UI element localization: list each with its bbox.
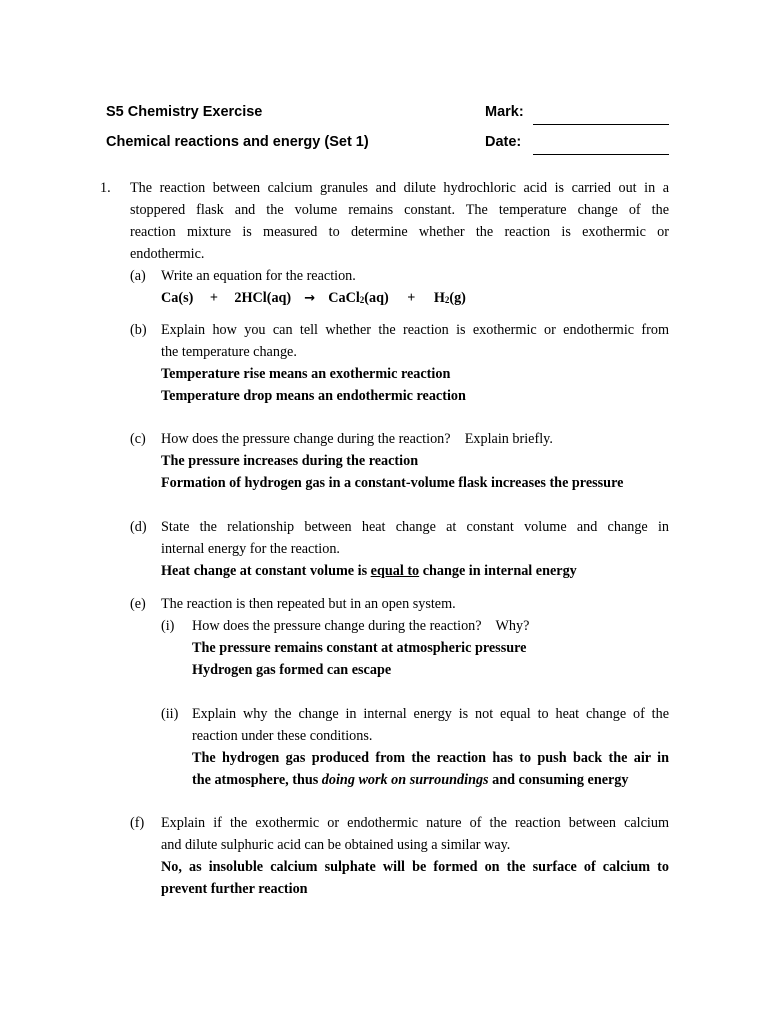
part-e-ii-prompt-line-2: reaction under these conditions. (192, 728, 373, 744)
part-e-ii-answer-line-2: the atmosphere, thus doing work on surroundings and consuming energy (192, 772, 629, 788)
eq-product-cacl2: CaCl$_2$(aq) (328, 290, 389, 306)
part-b-answer-line-2: Temperature drop means an endothermic reaction (161, 388, 466, 404)
part-f-answer-line-1: No, as insoluble calcium sulphate will be formed on the surface of calcium to (161, 859, 669, 875)
stem-line-2: stoppered flask and the volume remains constant. The temperature change of the (130, 202, 669, 218)
part-d-label: (d) (130, 519, 147, 535)
part-e-ii-label: (ii) (161, 706, 179, 722)
eq-product-h2: $H_2(g)$ (433, 290, 466, 306)
part-e-i-answer-line-1: The pressure remains constant at atmospheric pressure (192, 640, 527, 656)
part-f-answer-line-2: prevent further reaction (161, 881, 308, 897)
part-d-prompt-line-1: State the relationship between heat change at constant volume and change in (161, 519, 669, 535)
part-d-prompt-line-2: internal energy for the reaction. (161, 541, 340, 557)
eq-reactant-hcl: 2HCl(aq) (234, 290, 292, 306)
part-e-prompt: The reaction is then repeated but in an open system. (161, 596, 456, 612)
underlined-equal-to: equal to (370, 563, 420, 579)
eq-reactant-calcium: Ca(s) (161, 290, 194, 306)
part-b-answer-line-1: Temperature rise means an exothermic reaction (161, 366, 451, 382)
mark-label: Mark: (485, 104, 524, 120)
part-e-i-prompt: How does the pressure change during the reaction? Why? (192, 618, 530, 634)
part-e-i-label: (i) (161, 618, 175, 634)
date-answer-line (533, 154, 669, 155)
italic-doing-work: doing work on surroundings (321, 772, 489, 788)
part-c-prompt: How does the pressure change during the reaction? Explain briefly. (161, 431, 553, 447)
worksheet-subtitle: Chemical reactions and energy (Set 1) (106, 134, 369, 150)
date-label: Date: (485, 134, 522, 150)
right-arrow-icon: → (304, 291, 316, 306)
part-a-prompt: Write an equation for the reaction. (161, 268, 356, 284)
part-c-answer-line-1: The pressure increases during the reaction (161, 453, 419, 469)
part-b-label: (b) (130, 322, 147, 338)
part-f-label: (f) (130, 815, 145, 831)
question-number: 1. (100, 180, 111, 196)
part-e-ii-prompt-line-1: Explain why the change in internal energy is not equal to heat change of the (192, 706, 669, 722)
mark-answer-line (533, 124, 669, 125)
part-e-ii-answer-line-1: The hydrogen gas produced from the reaction has to push back the air in (192, 750, 669, 766)
reaction-equation (161, 287, 466, 310)
worksheet-title: S5 Chemistry Exercise (106, 104, 263, 120)
part-c-label: (c) (130, 431, 146, 447)
stem-line-4: endothermic. (130, 246, 205, 262)
stem-line-1: The reaction between calcium granules and dilute hydrochloric acid is carried out in a (130, 180, 669, 196)
part-d-answer: Heat change at constant volume is equal to change in internal energy (161, 563, 577, 579)
part-f-prompt-line-1: Explain if the exothermic or endothermic nature of the reaction between calcium (161, 815, 669, 831)
part-e-i-answer-line-2: Hydrogen gas formed can escape (192, 662, 392, 678)
eq-plus-2: + (407, 290, 416, 306)
part-b-prompt-line-2: the temperature change. (161, 344, 297, 360)
part-e-label: (e) (130, 596, 146, 612)
part-b-prompt-line-1: Explain how you can tell whether the reaction is exothermic or endothermic from (161, 322, 669, 338)
stem-line-3: reaction mixture is measured to determine whether the reaction is exothermic or (130, 224, 669, 240)
part-c-answer-line-2: Formation of hydrogen gas in a constant-volume flask increases the pressure (161, 475, 624, 491)
part-f-prompt-line-2: and dilute sulphuric acid can be obtained using a similar way. (161, 837, 511, 853)
part-a-label: (a) (130, 268, 146, 284)
eq-plus-1: + (209, 290, 218, 306)
